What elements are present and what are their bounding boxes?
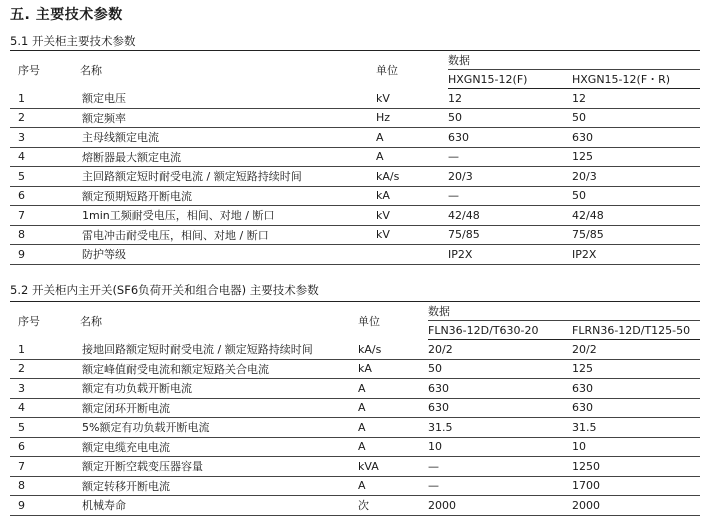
header-data: 数据 [428,302,700,321]
row-no: 1 [10,340,80,360]
row-unit: kV [376,225,448,245]
row-name: 额定电压 [80,89,376,109]
row-value-1: — [448,147,572,167]
table-row [10,398,700,418]
row-value-2: 42/48 [572,206,700,226]
row-value-1: — [428,476,572,496]
header-name: 名称 [80,51,376,89]
section2-title: 5.2 开关柜内主开关(SF6负荷开关和组合电器) 主要技术参数 [10,283,319,297]
row-no: 4 [10,398,80,418]
header-model-1: FLN36-12D/T630-20 [428,321,572,340]
row-name: 接地回路额定短时耐受电流 / 额定短路持续时间 [80,340,358,360]
table-row [10,496,700,516]
row-value-1: IP2X [448,245,572,265]
row-unit: kV [376,89,448,109]
row-unit: kVA [358,457,428,477]
row-value-2: 50 [572,186,700,206]
row-name: 机械寿命 [80,496,358,516]
row-value-2: 2000 [572,496,700,516]
row-value-2: 31.5 [572,418,700,438]
row-no: 9 [10,245,80,265]
row-name: 额定频率 [80,108,376,128]
row-unit: kA [358,359,428,379]
table-row [10,457,700,477]
row-no: 6 [10,437,80,457]
row-unit: Hz [376,108,448,128]
row-no: 3 [10,379,80,399]
row-name: 5%额定有功负载开断电流 [80,418,358,438]
header-data: 数据 [448,51,700,70]
row-value-2: 630 [572,128,700,148]
row-name: 额定预期短路开断电流 [80,186,376,206]
row-unit [376,245,448,265]
table-row [10,476,700,496]
row-value-1: 630 [448,128,572,148]
spec-table-switchgear [10,50,700,265]
row-no: 8 [10,225,80,245]
row-value-1: 75/85 [448,225,572,245]
row-value-1: 50 [448,108,572,128]
page-heading: 五. 主要技术参数 [10,7,123,23]
row-value-2: 10 [572,437,700,457]
row-name: 额定电缆充电电流 [80,437,358,457]
row-no: 5 [10,167,80,187]
row-no: 6 [10,186,80,206]
row-value-2: 12 [572,89,700,109]
row-no: 7 [10,457,80,477]
row-value-1: — [428,457,572,477]
row-no: 4 [10,147,80,167]
header-model-2: FLRN36-12D/T125-50 [572,321,700,340]
row-name: 1min工频耐受电压，相间、对地 / 断口 [80,206,376,226]
row-value-2: 50 [572,108,700,128]
row-unit: A [358,379,428,399]
header-name: 名称 [80,302,358,340]
row-unit: A [358,476,428,496]
table-row [10,206,700,226]
header-model-2: HXGN15-12(F・R) [572,70,700,89]
table-row [10,359,700,379]
table-row [10,225,700,245]
row-value-2: 1700 [572,476,700,496]
row-unit: 次 [358,496,428,516]
row-name: 额定闭环开断电流 [80,398,358,418]
row-no: 8 [10,476,80,496]
row-name: 防护等级 [80,245,376,265]
table-row [10,437,700,457]
table-row [10,245,700,265]
row-no: 5 [10,418,80,438]
row-value-2: 125 [572,147,700,167]
header-unit: 单位 [358,302,428,340]
row-value-2: 75/85 [572,225,700,245]
row-value-2: 630 [572,379,700,399]
row-name: 雷电冲击耐受电压，相间、对地 / 断口 [80,225,376,245]
row-unit: A [376,128,448,148]
spec-table-main-switch [10,301,700,516]
table-row [10,418,700,438]
row-value-1: 20/2 [428,340,572,360]
row-no: 2 [10,108,80,128]
row-unit: A [376,147,448,167]
row-name: 主回路额定短时耐受电流 / 额定短路持续时间 [80,167,376,187]
table-row [10,108,700,128]
row-value-1: 2000 [428,496,572,516]
row-name: 额定转移开断电流 [80,476,358,496]
table-row [10,379,700,399]
row-value-1: 20/3 [448,167,572,187]
row-no: 1 [10,89,80,109]
row-unit: kA/s [358,340,428,360]
row-value-2: 20/3 [572,167,700,187]
table-row [10,186,700,206]
row-name: 额定有功负载开断电流 [80,379,358,399]
header-model-1: HXGN15-12(F) [448,70,572,89]
row-no: 2 [10,359,80,379]
section1-title: 5.1 开关柜主要技术参数 [10,34,136,48]
row-unit: A [358,437,428,457]
row-name: 主母线额定电流 [80,128,376,148]
row-value-2: 1250 [572,457,700,477]
row-name: 额定开断空载变压器容量 [80,457,358,477]
row-unit: kA/s [376,167,448,187]
row-value-1: 630 [428,398,572,418]
row-value-1: — [448,186,572,206]
table-row [10,167,700,187]
row-no: 7 [10,206,80,226]
row-unit: A [358,418,428,438]
header-unit: 单位 [376,51,448,89]
row-value-1: 50 [428,359,572,379]
header-no: 序号 [10,302,80,340]
row-unit: kA [376,186,448,206]
table-row [10,340,700,360]
row-value-1: 10 [428,437,572,457]
table-row [10,89,700,109]
row-value-1: 42/48 [448,206,572,226]
table-row [10,128,700,148]
row-unit: A [358,398,428,418]
row-value-2: IP2X [572,245,700,265]
row-value-2: 630 [572,398,700,418]
row-name: 熔断器最大额定电流 [80,147,376,167]
row-unit: kV [376,206,448,226]
row-name: 额定峰值耐受电流和额定短路关合电流 [80,359,358,379]
header-no: 序号 [10,51,80,89]
row-value-1: 31.5 [428,418,572,438]
row-value-2: 125 [572,359,700,379]
table-row [10,147,700,167]
row-value-2: 20/2 [572,340,700,360]
row-value-1: 630 [428,379,572,399]
row-value-1: 12 [448,89,572,109]
row-no: 9 [10,496,80,516]
row-no: 3 [10,128,80,148]
